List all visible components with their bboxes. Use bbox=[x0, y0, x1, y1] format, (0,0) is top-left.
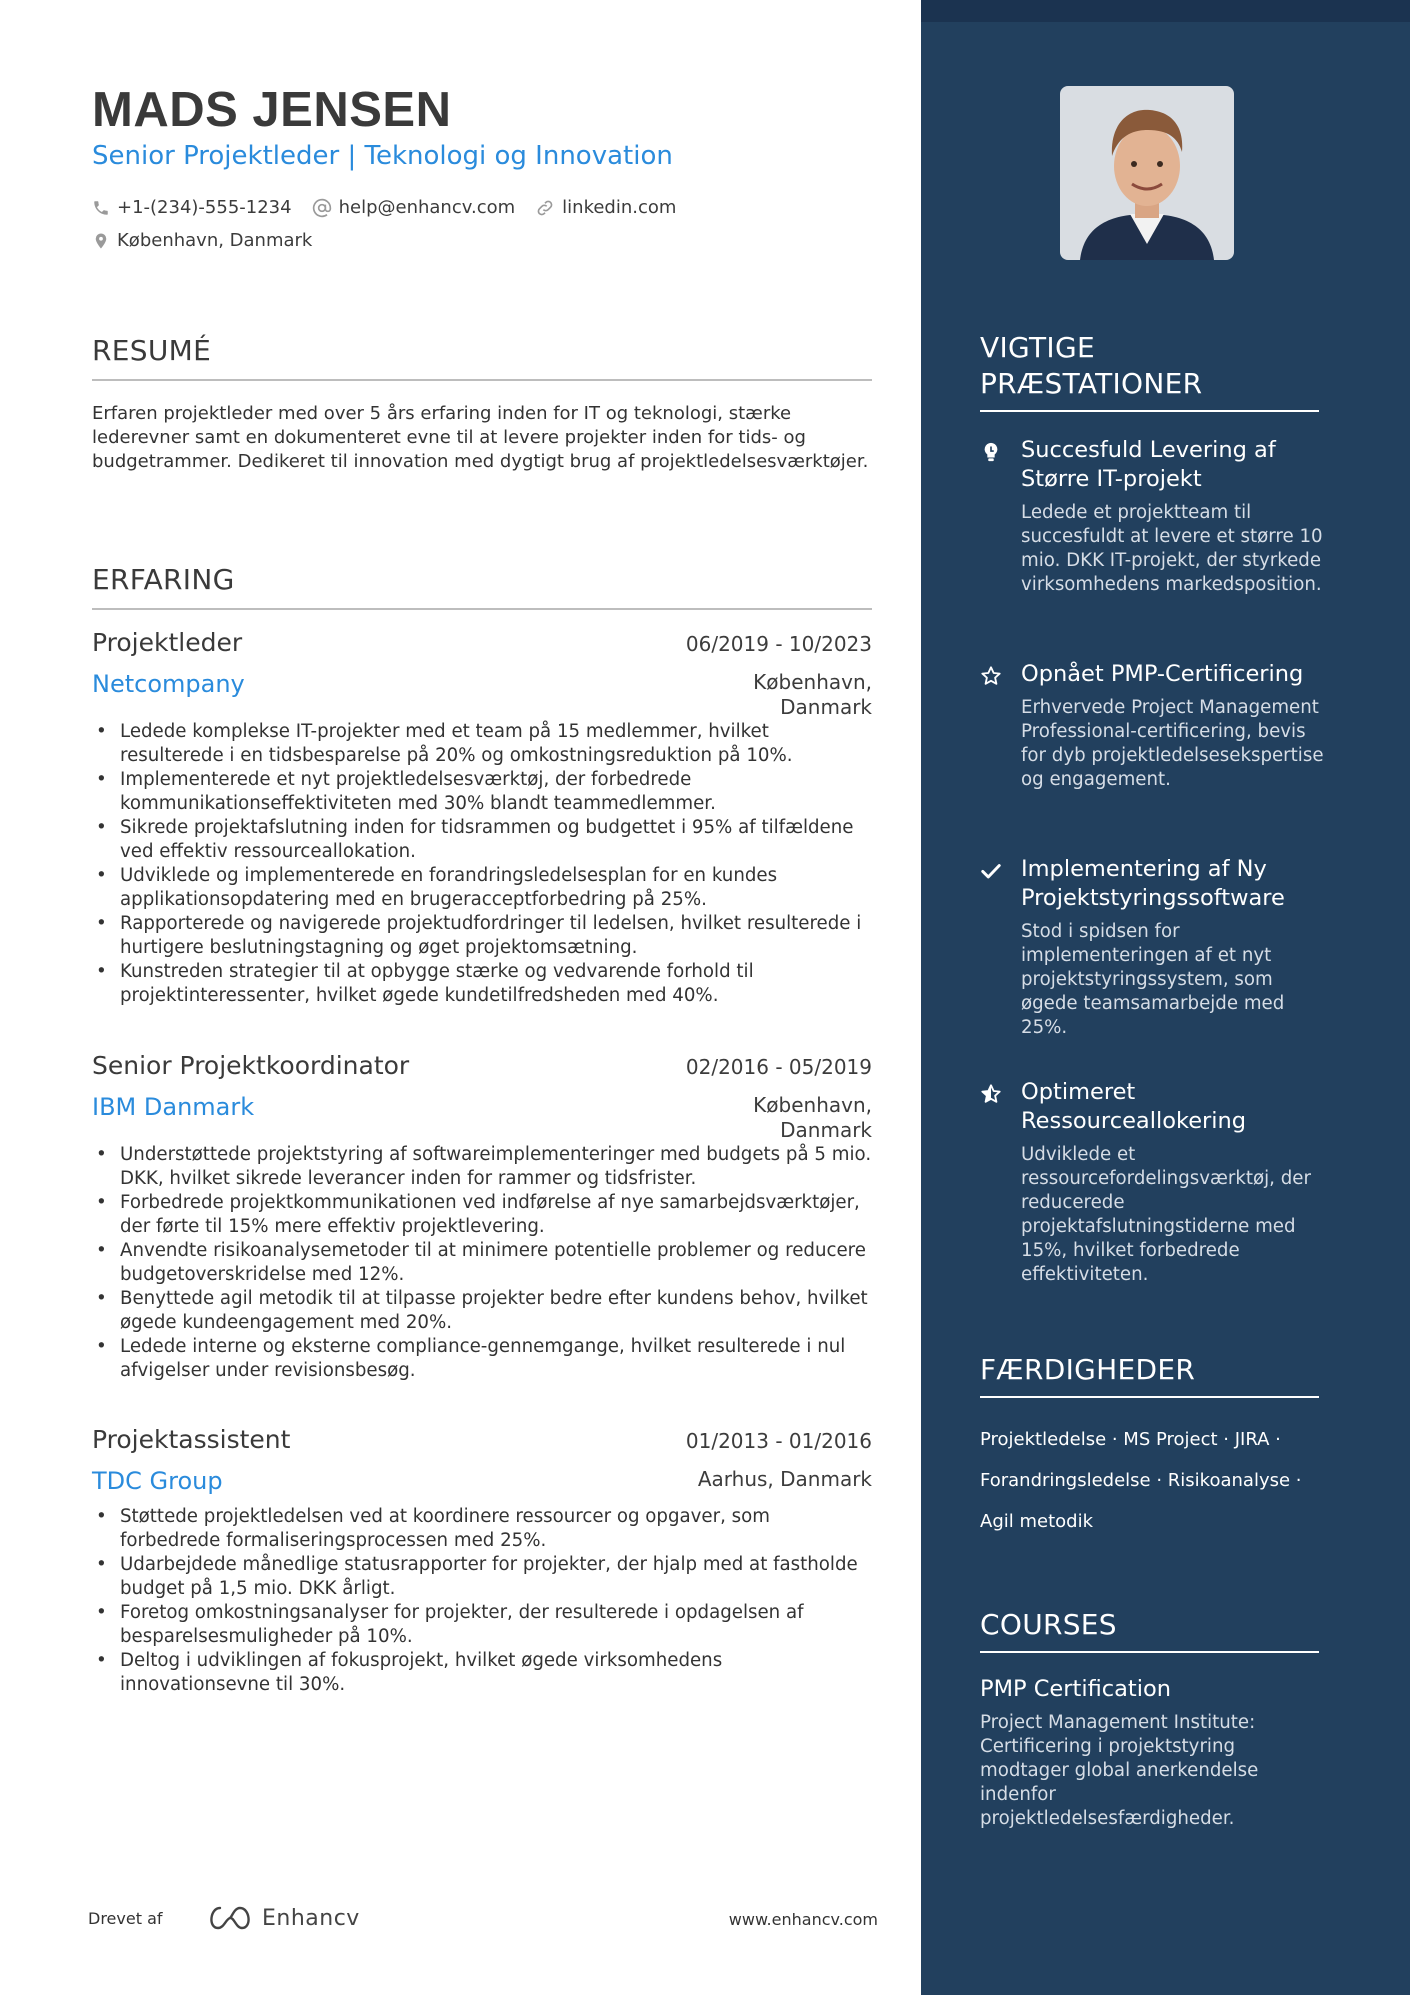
phone-text: +1-(234)-555-1234 bbox=[117, 197, 292, 218]
achievement-description: Ledede et projektteam til succesfuldt at levere et større 10 mio. DKK IT-projekt, der styrkede virksomhedens markedsposition. bbox=[1021, 502, 1323, 595]
skills-line: Agil metodik bbox=[980, 1511, 1093, 1532]
lightbulb-icon bbox=[980, 441, 1002, 463]
achievements-section-title: VIGTIGE PRÆSTATIONER bbox=[980, 330, 1319, 412]
achievement-title: Implementering af Ny Projektstyringssoftware bbox=[1021, 856, 1285, 911]
job-dates: 06/2019 - 10/2023 bbox=[685, 632, 872, 656]
skills-line: Projektledelse · MS Project · JIRA · bbox=[980, 1429, 1281, 1450]
job-title: Senior Projektkoordinator bbox=[92, 1051, 410, 1080]
enhancv-brand: Enhancv bbox=[262, 1905, 360, 1931]
achievement-description: Erhvervede Project Management Professional-certificering, bevis for dyb projektledelsesekspertise og engagement. bbox=[1021, 697, 1324, 790]
job-bullet: • Understøttede projektstyring af softwareimplementeringer med budgets på 5 mio. DKK, hvilket sikrede leverancer inden for rammer og tidsfrister. bbox=[92, 1143, 872, 1191]
skills-section bbox=[980, 1352, 1319, 1398]
course-description: Project Management Institute: Certificering i projektstyring modtager global anerkendelse indenfor projektledelsesfærdigheder. bbox=[980, 1712, 1259, 1829]
achievement-description: Stod i spidsen for implementeringen af et nyt projektstyringssystem, som øgede teamsamarbejde med 25%. bbox=[1021, 921, 1285, 1038]
job-entry bbox=[92, 628, 872, 1008]
job-bullet: • Ledede interne og eksterne compliance-gennemgange, hvilket resulterede i nul afvigelser under revisionsbesøg. bbox=[92, 1335, 872, 1383]
job-location: Aarhus, Danmark bbox=[697, 1467, 872, 1491]
summary-section-title: RESUMÉ bbox=[92, 334, 872, 381]
experience-section-title: ERFARING bbox=[92, 563, 872, 610]
job-bullets bbox=[92, 1505, 872, 1697]
contact-email[interactable] bbox=[312, 197, 516, 218]
job-entry bbox=[92, 1425, 872, 1697]
job-bullet: • Kunstreden strategier til at opbygge stærke og vedvarende forhold til projektinteressenter, hvilket øgede kundetilfredsheden med 40%. bbox=[92, 960, 872, 1008]
footer bbox=[88, 1905, 878, 1945]
phone-icon bbox=[92, 199, 110, 217]
location-item bbox=[92, 230, 312, 251]
job-bullet: • Udviklede og implementerede en forandringsledelsesplan for en kundes applikationsopdatering med en brugeracceptforbedring på 25%. bbox=[92, 864, 872, 912]
contact-phone[interactable] bbox=[92, 197, 292, 218]
job-bullet: • Foretog omkostningsanalyser for projekter, der resulterede i opdagelsen af besparelsesmuligheder på 10%. bbox=[92, 1601, 872, 1649]
courses-section-title: COURSES bbox=[980, 1607, 1319, 1653]
achievement-title: Succesfuld Levering af Større IT-projekt bbox=[1021, 437, 1276, 492]
checkmark-icon bbox=[980, 860, 1002, 882]
map-pin-icon bbox=[92, 231, 110, 251]
job-dates: 01/2013 - 01/2016 bbox=[685, 1429, 872, 1453]
job-company: Netcompany bbox=[92, 670, 245, 698]
job-dates: 02/2016 - 05/2019 bbox=[685, 1055, 872, 1079]
link-icon bbox=[535, 198, 555, 218]
skills-line: Forandringsledelse · Risikoanalyse · bbox=[980, 1470, 1302, 1491]
powered-by-label: Drevet af bbox=[88, 1909, 163, 1928]
skills-section-title: FÆRDIGHEDER bbox=[980, 1352, 1319, 1398]
skills-list bbox=[980, 1419, 1319, 1542]
job-company: TDC Group bbox=[92, 1467, 223, 1495]
job-bullet: • Deltog i udviklingen af fokusprojekt, hvilket øgede virksomhedens innovationsevne til 30%. bbox=[92, 1649, 872, 1697]
achievements-section bbox=[980, 330, 1319, 412]
job-bullet: • Anvendte risikoanalysemetoder til at minimere potentielle problemer og reducere budgetoverskridelse med 12%. bbox=[92, 1239, 872, 1287]
footer-site[interactable]: www.enhancv.com bbox=[728, 1910, 878, 1929]
enhancv-logo[interactable] bbox=[206, 1905, 360, 1931]
job-bullet: • Sikrede projektafslutning inden for tidsrammen og budgettet i 95% af tilfældene ved effektiv ressourceallokation. bbox=[92, 816, 872, 864]
job-bullet: • Rapporterede og navigerede projektudfordringer til ledelsen, hvilket resulterede i hurtigere beslutningstagning og øget projektomsætning. bbox=[92, 912, 872, 960]
achievement-description: Udviklede et ressourcefordelingsværktøj, der reducerede projektafslutningstiderne med 15%, hvilket forbedrede effektiviteten. bbox=[1021, 1144, 1311, 1285]
enhancv-logo-icon bbox=[206, 1905, 254, 1931]
job-bullet: • Benyttede agil metodik til at tilpasse projekter bedre efter kundens behov, hvilket øgede kundeengagement med 20%. bbox=[92, 1287, 872, 1335]
profile-photo bbox=[1060, 86, 1234, 260]
contact-link[interactable] bbox=[535, 197, 676, 218]
job-location: København, Danmark bbox=[753, 670, 872, 719]
sidebar bbox=[921, 0, 1410, 1995]
email-text: help@enhancv.com bbox=[338, 197, 516, 218]
candidate-headline: Senior Projektleder | Teknologi og Innovation bbox=[92, 141, 673, 171]
candidate-name: MADS JENSEN bbox=[92, 83, 452, 137]
star-half-icon bbox=[980, 1083, 1002, 1105]
job-entry bbox=[92, 1051, 872, 1383]
summary-text: Erfaren projektleder med over 5 års erfaring inden for IT og teknologi, stærke lederevner samt en dokumenteret evne til at levere projekter inden for tids- og budgetrammer. Dedikeret til innovation med dygtigt brug af projektledelsesværktøjer. bbox=[92, 403, 869, 472]
job-company: IBM Danmark bbox=[92, 1093, 255, 1121]
job-location: København, Danmark bbox=[753, 1093, 872, 1142]
job-bullet: • Forbedrede projektkommunikationen ved indførelse af nye samarbejdsværktøjer, der førte til 15% mere effektiv projektlevering. bbox=[92, 1191, 872, 1239]
job-bullet: • Implementerede et nyt projektledelsesværktøj, der forbedrede kommunikationseffektiviteten med 30% blandt teammedlemmer. bbox=[92, 768, 872, 816]
course-title: PMP Certification bbox=[980, 1676, 1172, 1702]
contact-location bbox=[92, 230, 332, 251]
achievement-title: Optimeret Ressourceallokering bbox=[1021, 1079, 1247, 1134]
at-icon bbox=[312, 198, 332, 218]
job-bullets bbox=[92, 1143, 872, 1383]
job-bullet: • Ledede komplekse IT-projekter med et team på 15 medlemmer, hvilket resulterede i en tidsbesparelse på 20% og omkostningsreduktion på 10%. bbox=[92, 720, 872, 768]
star-outline-icon bbox=[980, 665, 1002, 687]
sidebar-top-band bbox=[921, 0, 1410, 22]
location-text: København, Danmark bbox=[117, 230, 313, 251]
achievement-title: Opnået PMP-Certificering bbox=[1021, 661, 1304, 687]
contact-row bbox=[92, 197, 696, 218]
job-title: Projektassistent bbox=[92, 1425, 291, 1454]
job-bullet: • Udarbejdede månedlige statusrapporter for projekter, der hjalp med at fastholde budget på 1,5 mio. DKK årligt. bbox=[92, 1553, 872, 1601]
job-bullets bbox=[92, 720, 872, 1008]
courses-section bbox=[980, 1607, 1319, 1653]
link-text: linkedin.com bbox=[562, 197, 677, 218]
job-bullet: • Støttede projektledelsen ved at koordinere ressourcer og opgaver, som forbedrede formaliseringsprocessen med 25%. bbox=[92, 1505, 872, 1553]
job-title: Projektleder bbox=[92, 628, 243, 657]
